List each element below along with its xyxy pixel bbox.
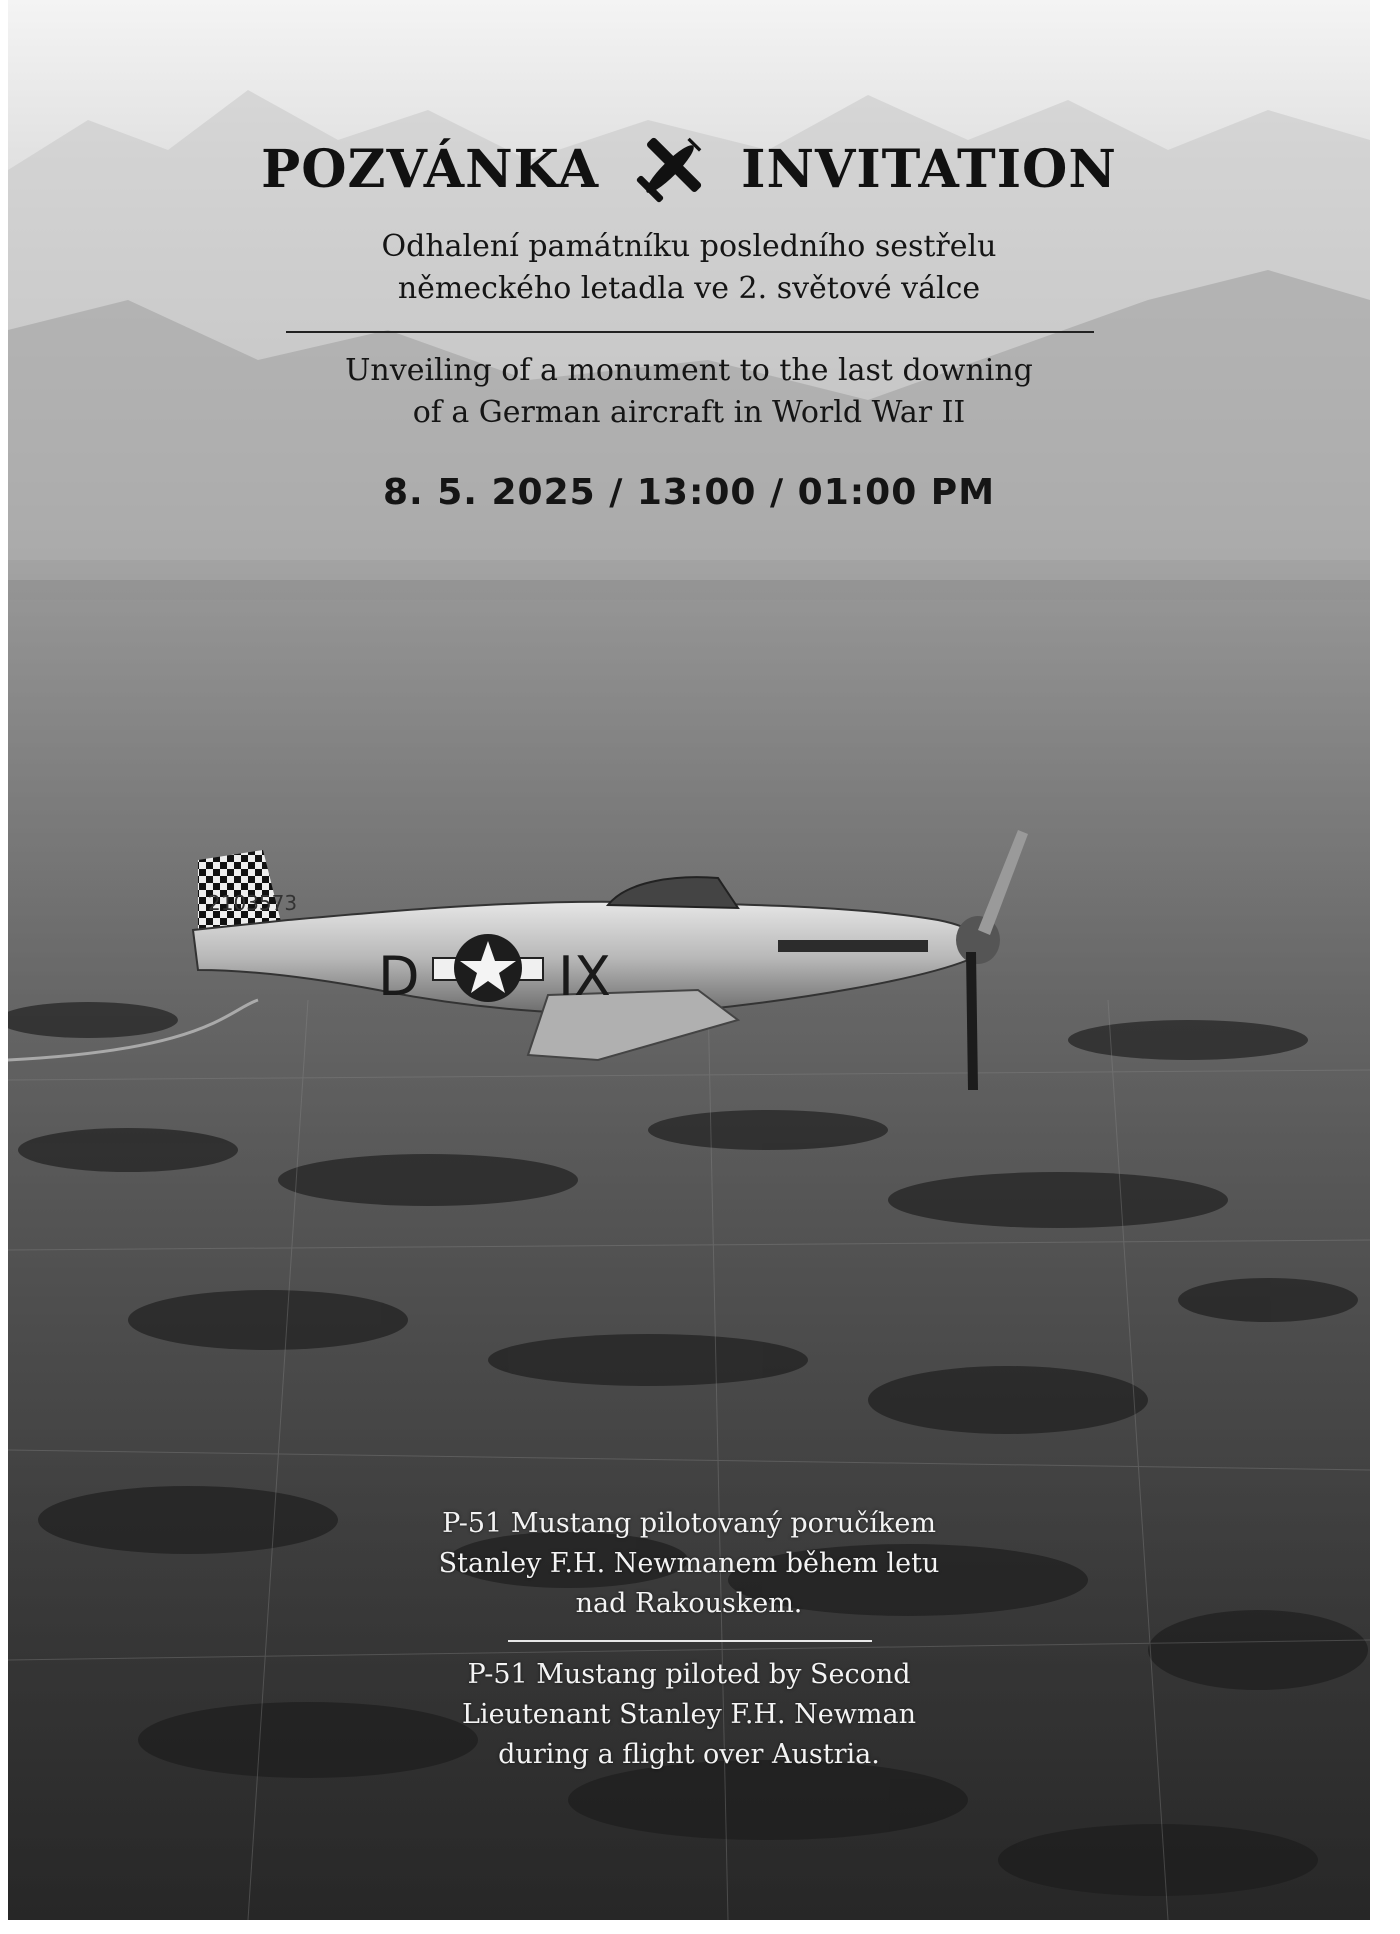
exhaust: [778, 940, 928, 952]
description-english: [8, 350, 1370, 434]
caption-czech-line-3: nad Rakouskem.: [575, 1588, 803, 1619]
event-date-time: 8. 5. 2025 / 13:00 / 01:00 PM: [382, 472, 996, 513]
code-letter-right: IX: [558, 945, 611, 1008]
propeller-blade-top: [978, 830, 1028, 935]
title-row: [8, 128, 1370, 210]
tail-checker: [198, 850, 283, 930]
description-czech-line-1: Odhalení památníku posledního sestřelu: [381, 229, 997, 264]
canopy: [608, 877, 738, 908]
caption-czech-line-1: P-51 Mustang pilotovaný poručíkem: [442, 1508, 936, 1539]
propeller-blade-bottom: [966, 952, 978, 1090]
p51-mustang-aircraft: [178, 820, 1078, 1140]
invitation-poster: [8, 0, 1370, 1920]
divider-top: [286, 331, 1094, 333]
divider-caption: [508, 1640, 872, 1642]
description-czech: [8, 226, 1370, 310]
description-english-line-2: of a German aircraft in World War II: [412, 395, 966, 430]
caption-english-line-2: Lieutenant Stanley F.H. Newman: [462, 1699, 916, 1730]
code-letter-left: D: [378, 945, 420, 1008]
caption-czech-line-2: Stanley F.H. Newmanem během letu: [438, 1548, 940, 1579]
title-czech: POZVÁNKA: [261, 138, 600, 200]
caption-english: [8, 1655, 1370, 1775]
caption-czech: [8, 1504, 1370, 1624]
caption-english-line-3: during a flight over Austria.: [498, 1739, 880, 1770]
airplane-icon: [629, 128, 711, 210]
description-english-line-1: Unveiling of a monument to the last downing: [345, 353, 1033, 388]
tail-serial: 2103573: [208, 891, 298, 915]
title-english: INVITATION: [741, 138, 1117, 200]
caption-english-line-1: P-51 Mustang piloted by Second: [467, 1659, 911, 1690]
description-czech-line-2: německého letadla ve 2. světové válce: [397, 271, 981, 306]
